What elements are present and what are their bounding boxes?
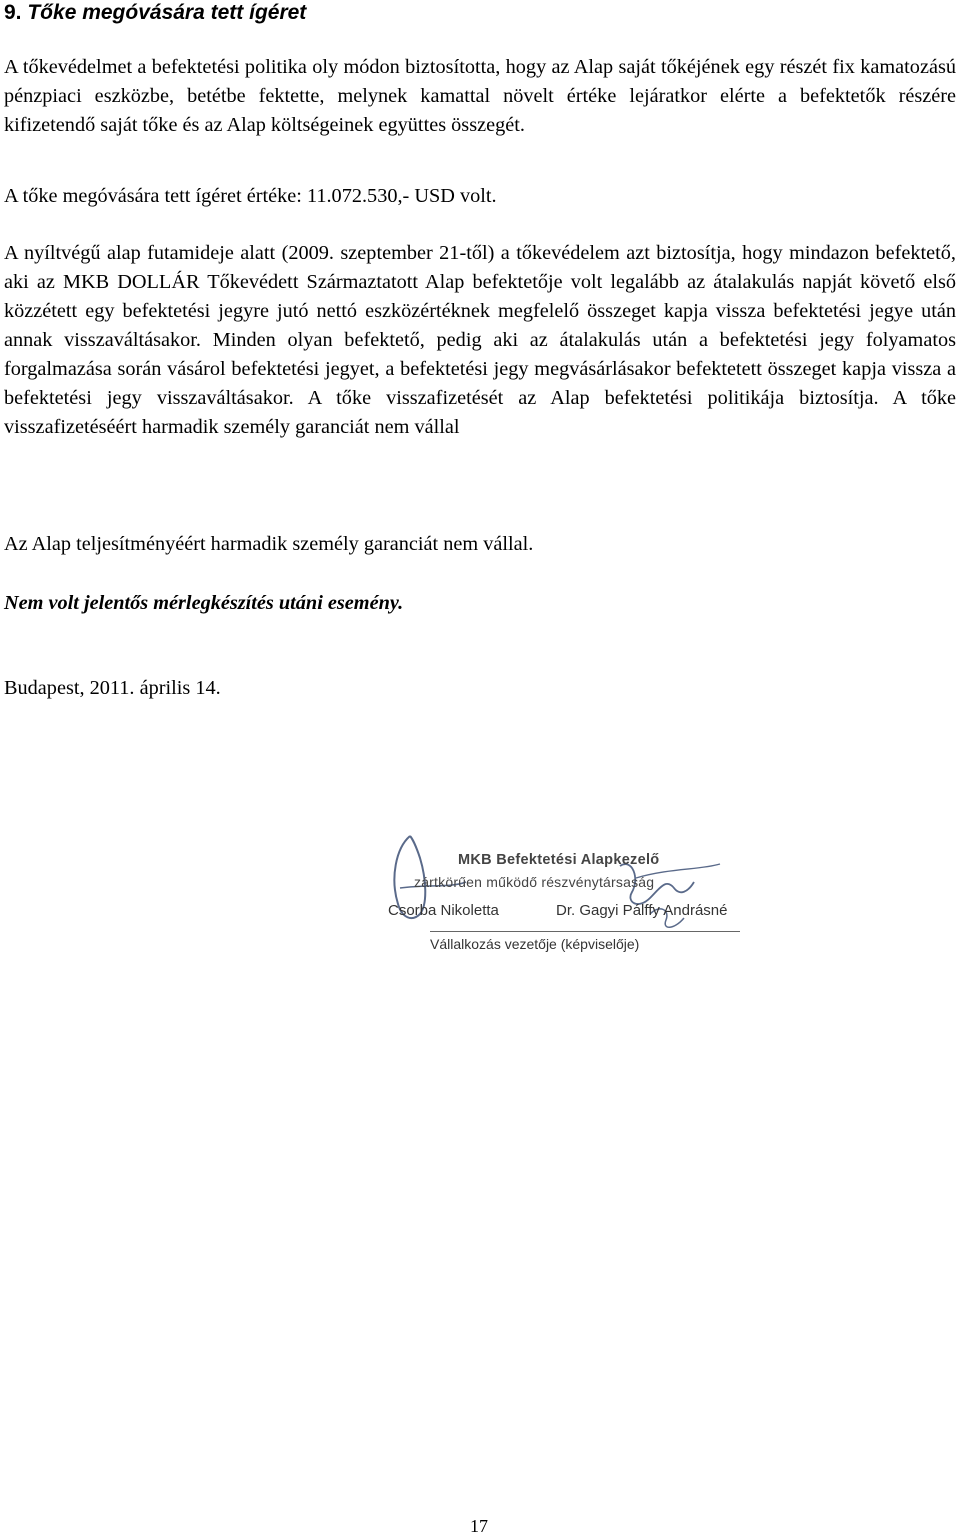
- stamp-company-form: zártkörűen működő részvénytársaság: [414, 874, 655, 890]
- paragraph-capital-protection: A tőkevédelmet a befektetési politika oly módon biztosította, hogy az Alap saját tőkéjének egy részét fix kamatozású pénzpiaci eszközbe, betétbe fektette, melynek kamattal növelt értéke lejáratkor elérte a befektetők részére kifizetendő saját tőke és az Alap költségeinek együttes összegét.: [4, 56, 956, 136]
- paragraph-no-performance-guarantee: Az Alap teljesítményéért harmadik személy garanciát nem vállal.: [4, 533, 534, 555]
- paragraph-guarantee-value: A tőke megóvására tett ígéret értéke: 11.072.530,- USD volt.: [4, 185, 497, 207]
- signature-block: [370, 818, 800, 968]
- paragraph-place-date: Budapest, 2011. április 14.: [4, 677, 221, 699]
- signer-name-1: Csorba Nikoletta: [388, 902, 499, 919]
- section-title: Tőke megóvására tett ígéret: [27, 1, 307, 24]
- signer-name-2: Dr. Gagyi Pálffy Andrásné: [556, 902, 728, 919]
- stamp-company-name: MKB Befektetési Alapkezelő: [458, 852, 660, 868]
- page-number: 17: [470, 1516, 488, 1536]
- signature-rule: [430, 931, 740, 932]
- signer-role: Vállalkozás vezetője (képviselője): [430, 936, 640, 952]
- paragraph-open-end-terms: A nyíltvégű alap futamideje alatt (2009. szeptember 21-től) a tőkevédelem azt biztosítja, hogy mindazon befektető, aki az MKB DOLLÁR Tőkevédett Származtatott Alap befektetője volt legalább az átalakulás napját követő első közzétett egy befektetési jegyre jutó nettó eszközértéknek megfelelő összeget kapja vissza befektetési jegye után annak visszaváltásakor. Minden olyan befektető, pedig aki az átalakulás után a befektetési jegy folyamatos forgalmazása során vásárol befektetési jegyet, a befektetési jegy megvásárlásakor befektetett összeget kapja vissza a befektetési jegy visszaváltásakor. A tőke visszafizetését az Alap befektetési politikája biztosítja. A tőke visszafizetéséért harmadik személy garanciát nem vállal: [4, 242, 956, 438]
- section-number: 9.: [4, 1, 22, 24]
- section-heading: [4, 0, 306, 26]
- paragraph-no-subsequent-event: Nem volt jelentős mérlegkészítés utáni esemény.: [4, 592, 404, 614]
